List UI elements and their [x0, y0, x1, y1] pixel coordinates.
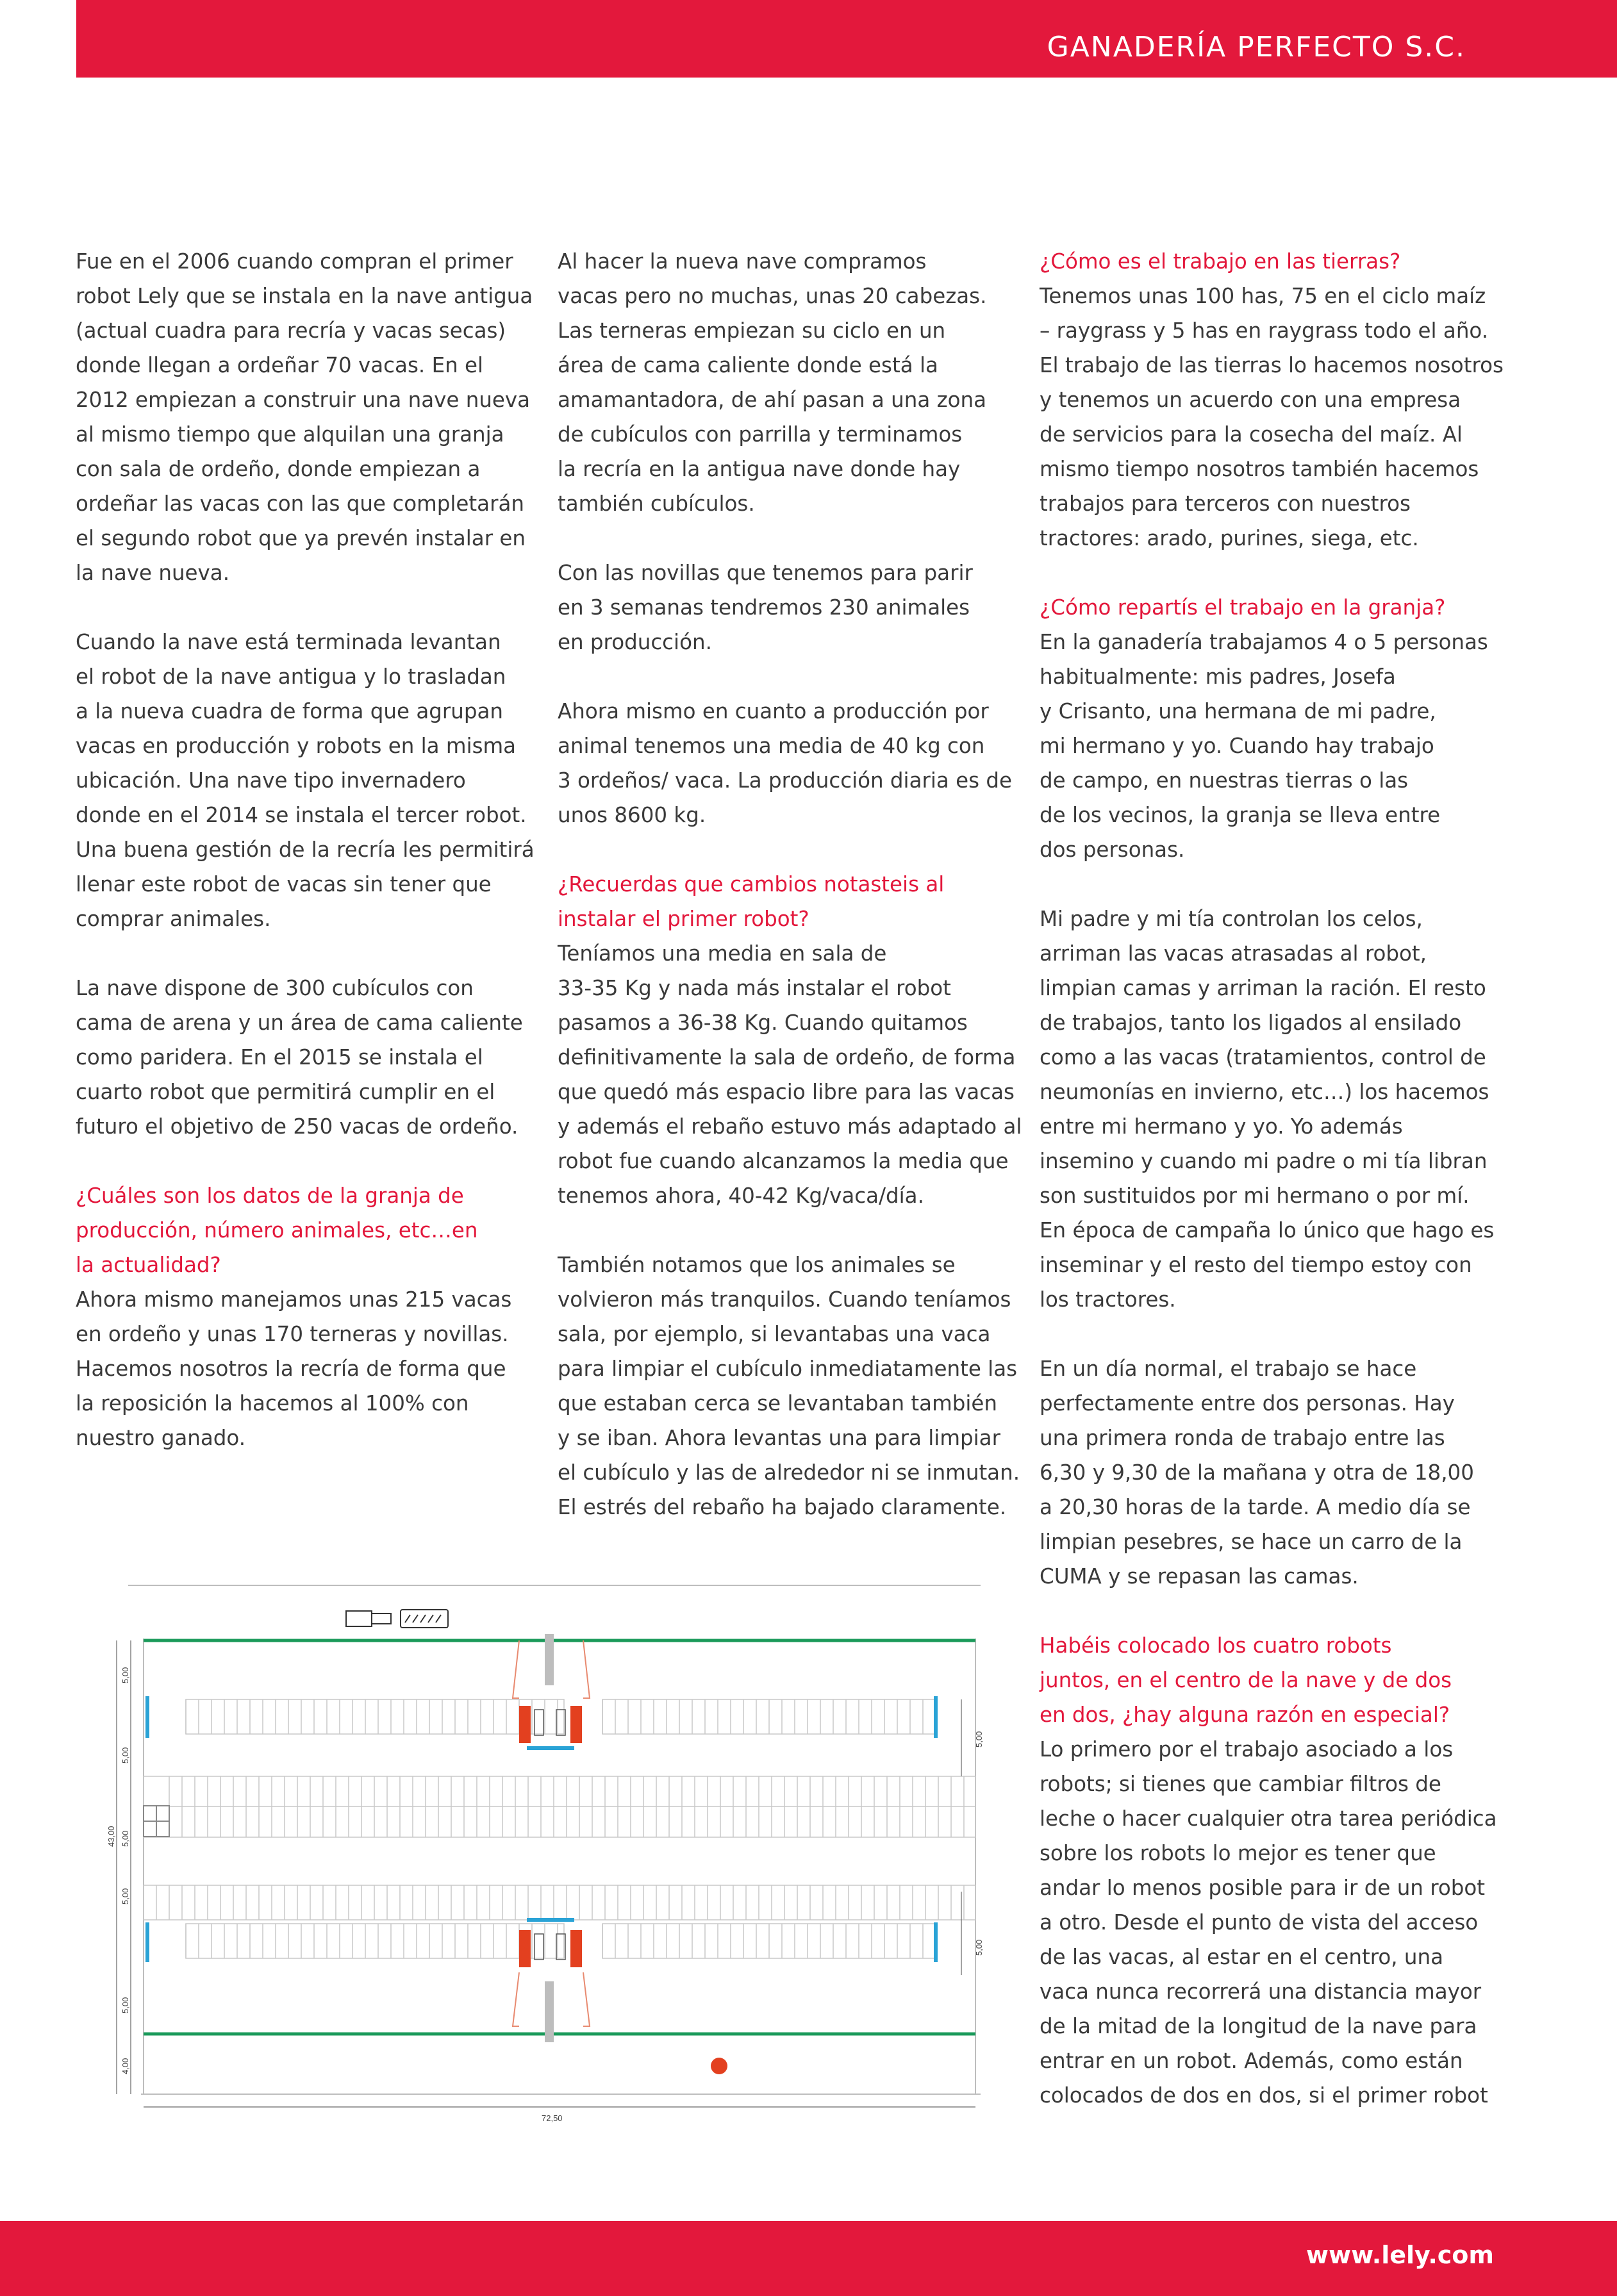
end-gates	[147, 1696, 936, 1962]
text-line: la reposición la hacemos al 100% con	[76, 1391, 469, 1416]
text-line: habitualmente: mis padres, Josefa	[1040, 665, 1396, 689]
text-line: neumonías en invierno, etc…) los hacemos	[1040, 1080, 1489, 1104]
text-line: 3 ordeños/ vaca. La producción diaria es de	[558, 768, 1013, 793]
text-column-1	[76, 244, 535, 1490]
text-line: cama de arena y un área de cama caliente	[76, 1011, 523, 1035]
robot-group-top	[513, 1634, 590, 1748]
footer-bar	[0, 2221, 1617, 2296]
dim-left-total: 43,00	[106, 1826, 116, 1847]
text-line: nuestro ganado.	[76, 1426, 246, 1450]
dim-right-seg-1: 5,00	[974, 1731, 984, 1747]
text-line: a otro. Desde el punto de vista del acceso	[1040, 1910, 1479, 1935]
text-line: el segundo robot que ya prevén instalar en	[76, 526, 526, 550]
text-line: Mi padre y mi tía controlan los celos,	[1040, 907, 1423, 931]
tractor-icon	[346, 1610, 448, 1628]
text-line: tractores: arado, purines, siega, etc.	[1040, 526, 1419, 550]
question-line: ¿Cómo es el trabajo en las tierras?	[1040, 249, 1401, 274]
text-line: Fue en el 2006 cuando compran el primer	[76, 249, 513, 274]
text-line: donde en el 2014 se instala el tercer robot.	[76, 803, 527, 827]
text-line: (actual cuadra para recría y vacas secas)	[76, 318, 506, 343]
text-line: colocados de dos en dos, si el primer robot	[1040, 2083, 1488, 2108]
qa-block	[1040, 590, 1488, 867]
text-line: y tenemos un acuerdo con una empresa	[1040, 388, 1461, 412]
text-line: Teníamos una media en sala de	[558, 941, 887, 966]
text-line: limpian camas y arriman la ración. El resto	[1040, 976, 1486, 1000]
text-line: volvieron más tranquilos. Cuando teníamos	[558, 1287, 1011, 1312]
paragraph	[76, 971, 524, 1144]
qa-block	[76, 1178, 524, 1455]
text-line: Cuando la nave está terminada levantan	[76, 630, 501, 654]
text-line: robots; si tienes que cambiar filtros de	[1040, 1772, 1441, 1796]
text-line: como a las vacas (tratamientos, control de	[1040, 1045, 1486, 1070]
text-line: de las vacas, al estar en el centro, una	[1040, 1945, 1444, 1969]
dim-left-seg-1: 5,00	[120, 1667, 130, 1683]
header-bar	[76, 0, 1617, 78]
text-column-3	[1040, 244, 1504, 2147]
text-line: El estrés del rebaño ha bajado claramente.	[558, 1495, 1007, 1519]
text-line: leche o hacer cualquier otra tarea periódica	[1040, 1806, 1497, 1831]
calving-pen	[144, 1806, 169, 1837]
dim-left-seg-4: 5,00	[120, 1888, 130, 1904]
text-line: vacas pero no muchas, unas 20 cabezas.	[558, 284, 987, 308]
text-line: y se iban. Ahora levantas una para limpiar	[558, 1426, 1000, 1450]
text-line: unos 8600 kg.	[558, 803, 706, 827]
question-line: ¿Recuerdas que cambios notasteis al	[558, 872, 945, 896]
text-line: la nave nueva.	[76, 561, 230, 585]
text-line: como paridera. En el 2015 se instala el	[76, 1045, 483, 1070]
dim-left-seg-3: 5,00	[120, 1830, 130, 1847]
text-line: En época de campaña lo único que hago es	[1040, 1218, 1495, 1243]
text-line: Hacemos nosotros la recría de forma que	[76, 1357, 506, 1381]
text-line: comprar animales.	[76, 907, 271, 931]
text-line: cuarto robot que permitirá cumplir en el	[76, 1080, 495, 1104]
text-line: de la mitad de la longitud de la nave para	[1040, 2014, 1477, 2038]
text-line: Ahora mismo en cuanto a producción por	[558, 699, 989, 723]
paragraph	[76, 625, 535, 936]
text-line: vacas en producción y robots en la misma	[76, 734, 517, 758]
text-line: limpian pesebres, se hace un carro de la	[1040, 1530, 1463, 1554]
text-column-2	[558, 244, 1022, 1559]
text-line: llenar este robot de vacas sin tener que	[76, 872, 492, 896]
paragraph	[558, 244, 1006, 521]
text-line: 6,30 y 9,30 de la mañana y otra de 18,00	[1040, 1460, 1474, 1485]
text-line: que estaban cerca se levantaban también	[558, 1391, 997, 1416]
text-line: trabajos para terceros con nuestros	[1040, 491, 1411, 516]
text-line: área de cama caliente donde está la	[558, 353, 938, 377]
question-line: Habéis colocado los cuatro robots	[1040, 1633, 1392, 1658]
text-line: vaca nunca recorrerá una distancia mayor	[1040, 1979, 1482, 2004]
text-line: sobre los robots lo mejor es tener que	[1040, 1841, 1436, 1865]
text-line: inseminar y el resto del tiempo estoy con	[1040, 1253, 1472, 1277]
text-line: al mismo tiempo que alquilan una granja	[76, 422, 504, 447]
qa-block	[1040, 1628, 1497, 2113]
text-line: mi hermano y yo. Cuando hay trabajo	[1040, 734, 1434, 758]
text-line: en producción.	[558, 630, 712, 654]
text-line: En la ganadería trabajamos 4 o 5 personas	[1040, 630, 1488, 654]
text-line: una primera ronda de trabajo entre las	[1040, 1426, 1445, 1450]
text-line: andar lo menos posible para ir de un robot	[1040, 1876, 1486, 1900]
text-line: de servicios para la cosecha del maíz. Al	[1040, 422, 1463, 447]
text-line: mismo tiempo nosotros también hacemos	[1040, 457, 1479, 481]
question-line: ¿Cuáles son los datos de la granja de	[76, 1184, 464, 1208]
text-line: pasamos a 36-38 Kg. Cuando quitamos	[558, 1011, 968, 1035]
robot-group-bottom	[513, 1920, 590, 2042]
barn-floor-plan	[70, 1578, 984, 2123]
text-line: son sustituidos por mi hermano o por mí.	[1040, 1184, 1470, 1208]
paragraph	[1040, 1351, 1488, 1594]
text-line: futuro el objetivo de 250 vacas de ordeño.	[76, 1114, 518, 1139]
text-line: ubicación. Una nave tipo invernadero	[76, 768, 466, 793]
question-line: producción, número animales, etc…en	[76, 1218, 478, 1243]
text-line: animal tenemos una media de 40 kg con	[558, 734, 985, 758]
text-line: – raygrass y 5 has en raygrass todo el año.	[1040, 318, 1489, 343]
question-line: instalar el primer robot?	[558, 907, 809, 931]
paragraph	[558, 694, 1013, 832]
question-line: la actualidad?	[76, 1253, 221, 1277]
text-line: en ordeño y unas 170 terneras y novillas.	[76, 1322, 509, 1346]
text-line: de los vecinos, la granja se lleva entre	[1040, 803, 1441, 827]
text-line: el robot de la nave antigua y lo trasladan	[76, 665, 506, 689]
text-line: dos personas.	[1040, 838, 1185, 862]
text-line: ordeñar las vacas con las que completarán	[76, 491, 524, 516]
dim-right-seg-2: 5,00	[974, 1939, 984, 1956]
text-line: robot Lely que se instala en la nave antigua	[76, 284, 533, 308]
text-line: de trabajos, tanto los ligados al ensilado	[1040, 1011, 1462, 1035]
text-line: para limpiar el cubículo inmediatamente las	[558, 1357, 1018, 1381]
text-line: con sala de ordeño, donde empiezan a	[76, 457, 481, 481]
question-line: en dos, ¿hay alguna razón en especial?	[1040, 1703, 1450, 1727]
text-line: tenemos ahora, 40-42 Kg/vaca/día.	[558, 1184, 924, 1208]
text-line: CUMA y se repasan las camas.	[1040, 1564, 1359, 1589]
dim-bottom-total: 72,50	[542, 2113, 563, 2123]
text-line: Con las novillas que tenemos para parir	[558, 561, 973, 585]
text-line: Tenemos unas 100 has, 75 en el ciclo maíz	[1040, 284, 1486, 308]
text-line: en 3 semanas tendremos 230 animales	[558, 595, 970, 620]
text-line: entre mi hermano y yo. Yo además	[1040, 1114, 1403, 1139]
text-line: que quedó más espacio libre para las vacas	[558, 1080, 1015, 1104]
text-line: y Crisanto, una hermana de mi padre,	[1040, 699, 1436, 723]
text-line: En un día normal, el trabajo se hace	[1040, 1357, 1417, 1381]
text-line: también cubículos.	[558, 491, 755, 516]
text-line: sala, por ejemplo, si levantabas una vaca	[558, 1322, 991, 1346]
text-line: Lo primero por el trabajo asociado a los	[1040, 1737, 1454, 1762]
text-line: Al hacer la nueva nave compramos	[558, 249, 927, 274]
text-line: entrar en un robot. Además, como están	[1040, 2049, 1463, 2073]
dim-left-seg-5: 5,00	[120, 1997, 130, 2013]
qa-block	[558, 867, 1022, 1213]
text-line: arriman las vacas atrasadas al robot,	[1040, 941, 1427, 966]
question-line: juntos, en el centro de la nave y de dos	[1040, 1668, 1452, 1692]
paragraph	[76, 244, 533, 590]
text-line: Las terneras empiezan su ciclo en un	[558, 318, 946, 343]
dim-left-seg-2: 5,00	[120, 1747, 130, 1763]
qa-block	[1040, 244, 1504, 556]
text-line: la recría en la antigua nave donde hay	[558, 457, 961, 481]
dimension-labels	[106, 1667, 984, 2123]
header-title: GANADERÍA PERFECTO S.C.	[1047, 31, 1466, 63]
text-line: Una buena gestión de la recría les permitirá	[76, 838, 535, 862]
text-line: los tractores.	[1040, 1287, 1176, 1312]
text-line: 2012 empiezan a construir una nave nueva	[76, 388, 531, 412]
dim-left-seg-6: 4,00	[120, 2058, 130, 2074]
paragraph	[558, 556, 1006, 659]
water-point	[711, 2058, 727, 2074]
paragraph	[558, 1248, 1020, 1524]
text-line: de cubículos con parrilla y terminamos	[558, 422, 963, 447]
question-line: ¿Cómo repartís el trabajo en la granja?	[1040, 595, 1446, 620]
text-line: y además el rebaño estuvo más adaptado al	[558, 1114, 1022, 1139]
text-line: amamantadora, de ahí pasan a una zona	[558, 388, 987, 412]
text-line: El trabajo de las tierras lo hacemos nosotros	[1040, 353, 1504, 377]
text-line: La nave dispone de 300 cubículos con	[76, 976, 474, 1000]
text-line: definitivamente la sala de ordeño, de forma	[558, 1045, 1016, 1070]
text-line: el cubículo y las de alrededor ni se inmutan.	[558, 1460, 1020, 1485]
text-line: donde llegan a ordeñar 70 vacas. En el	[76, 353, 484, 377]
footer-url-link[interactable]: www.lely.com	[1306, 2241, 1494, 2269]
text-line: Ahora mismo manejamos unas 215 vacas	[76, 1287, 512, 1312]
text-line: de campo, en nuestras tierras o las	[1040, 768, 1409, 793]
paragraph	[1040, 902, 1495, 1317]
plan-outline	[128, 1585, 981, 2094]
text-line: a 20,30 horas de la tarde. A medio día se	[1040, 1495, 1471, 1519]
text-line: También notamos que los animales se	[558, 1253, 956, 1277]
text-line: robot fue cuando alcanzamos la media que	[558, 1149, 1009, 1173]
text-line: 33-35 Kg y nada más instalar el robot	[558, 976, 951, 1000]
text-line: perfectamente entre dos personas. Hay	[1040, 1391, 1455, 1416]
text-line: insemino y cuando mi padre o mi tía libran	[1040, 1149, 1488, 1173]
text-line: a la nueva cuadra de forma que agrupan	[76, 699, 503, 723]
